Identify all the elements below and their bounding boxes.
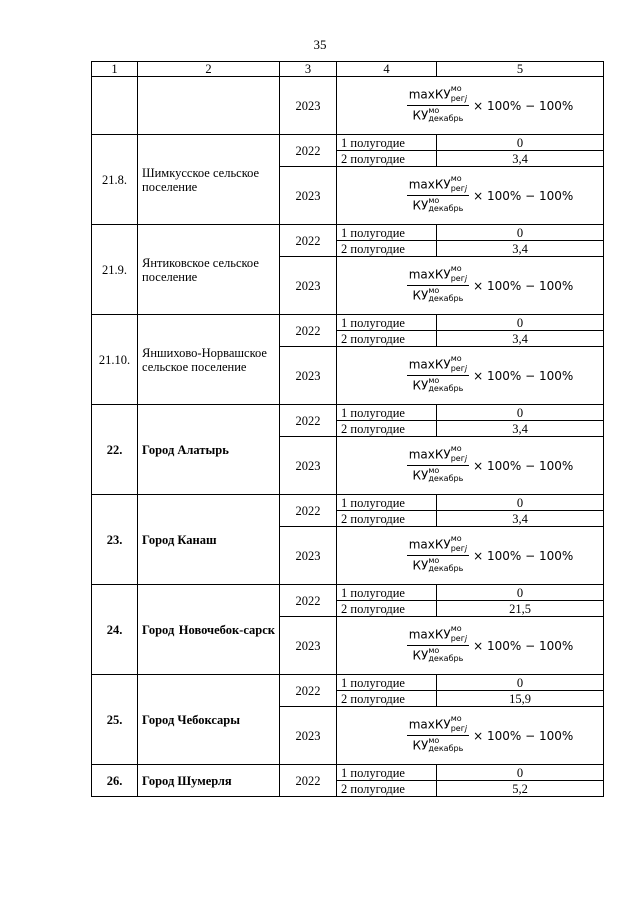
year-cell: 2023 [280, 527, 337, 585]
header-col-5: 5 [437, 62, 604, 77]
period-value: 3,4 [437, 241, 604, 257]
year-cell: 2022 [280, 495, 337, 527]
period-label: 1 полугодие [337, 135, 437, 151]
formula [377, 84, 603, 124]
formula-numerator: maxКУ мо регj [407, 87, 469, 106]
period-value: 0 [437, 765, 604, 781]
formula-index: j [464, 274, 468, 283]
header-col-4: 4 [337, 62, 437, 77]
formula-numerator: maxКУ мо регj [407, 177, 469, 196]
period-label: 2 полугодие [337, 331, 437, 347]
formula-denominator: КУ мо декабрь [412, 556, 464, 573]
row-name: Город Канаш [138, 495, 280, 585]
row-name: Шимкусское сельское поселение [138, 135, 280, 225]
formula-index: j [464, 634, 468, 643]
year-cell: 2022 [280, 315, 337, 347]
header-col-2: 2 [138, 62, 280, 77]
formula-tail: × 100% − 100% [473, 98, 574, 113]
formula-fraction [407, 174, 469, 214]
header-col-3: 3 [280, 62, 337, 77]
table-row [92, 135, 604, 151]
period-label: 1 полугодие [337, 675, 437, 691]
formula-tail: × 100% − 100% [473, 548, 574, 563]
formula-index: j [464, 94, 468, 103]
row-number: 21.9. [92, 225, 138, 315]
year-cell: 2023 [280, 437, 337, 495]
year-cell: 2023 [280, 167, 337, 225]
row-number: 23. [92, 495, 138, 585]
formula-denominator: КУ мо декабрь [412, 466, 464, 483]
period-label: 1 полугодие [337, 765, 437, 781]
year-cell: 2023 [280, 707, 337, 765]
formula [377, 444, 603, 484]
row-number: 24. [92, 585, 138, 675]
formula [377, 714, 603, 754]
period-value: 3,4 [437, 421, 604, 437]
row-name: Город Алатырь [138, 405, 280, 495]
period-label: 1 полугодие [337, 405, 437, 421]
year-cell: 2022 [280, 405, 337, 437]
formula-tail: × 100% − 100% [473, 638, 574, 653]
period-label: 2 полугодие [337, 421, 437, 437]
formula-fraction [407, 534, 469, 574]
period-label: 2 полугодие [337, 151, 437, 167]
table-row [92, 495, 604, 511]
formula-fraction [407, 264, 469, 304]
row-number [92, 77, 138, 135]
formula-fraction [407, 354, 469, 394]
data-table [91, 61, 604, 797]
formula [377, 624, 603, 664]
formula-cell [337, 617, 604, 675]
period-label: 1 полугодие [337, 495, 437, 511]
period-value: 15,9 [437, 691, 604, 707]
period-value: 3,4 [437, 151, 604, 167]
period-value: 0 [437, 225, 604, 241]
year-cell: 2022 [280, 225, 337, 257]
row-number: 21.10. [92, 315, 138, 405]
year-cell: 2023 [280, 347, 337, 405]
year-cell: 2022 [280, 675, 337, 707]
formula-tail: × 100% − 100% [473, 458, 574, 473]
formula [377, 534, 603, 574]
period-label: 2 полугодие [337, 511, 437, 527]
period-label: 2 полугодие [337, 601, 437, 617]
formula-index: j [464, 724, 468, 733]
period-value: 3,4 [437, 511, 604, 527]
year-cell: 2023 [280, 77, 337, 135]
period-label: 2 полугодие [337, 241, 437, 257]
formula-numerator: maxКУ мо регj [407, 267, 469, 286]
formula-fraction [407, 84, 469, 124]
formula-denominator: КУ мо декабрь [412, 736, 464, 753]
formula-fraction [407, 714, 469, 754]
formula [377, 174, 603, 214]
period-value: 0 [437, 405, 604, 421]
period-value: 0 [437, 135, 604, 151]
period-label: 1 полугодие [337, 225, 437, 241]
formula-index: j [464, 454, 468, 463]
continued-row [92, 77, 604, 135]
period-value: 0 [437, 585, 604, 601]
formula [377, 354, 603, 394]
formula-index: j [464, 184, 468, 193]
year-cell: 2023 [280, 617, 337, 675]
page-number: 35 [313, 37, 327, 52]
row-number: 21.8. [92, 135, 138, 225]
formula-numerator: maxКУ мо регj [407, 537, 469, 556]
row-name: Город Чебоксары [138, 675, 280, 765]
row-name: Город Шумерля [138, 765, 280, 797]
row-name [138, 77, 280, 135]
formula [377, 264, 603, 304]
period-value: 5,2 [437, 781, 604, 797]
row-number: 26. [92, 765, 138, 797]
formula-denominator: КУ мо декабрь [412, 646, 464, 663]
year-cell: 2022 [280, 135, 337, 167]
formula-cell [337, 77, 604, 135]
formula-tail: × 100% − 100% [473, 278, 574, 293]
period-label: 2 полугодие [337, 691, 437, 707]
period-value: 0 [437, 315, 604, 331]
formula-numerator: maxКУ мо регj [407, 717, 469, 736]
formula-cell [337, 167, 604, 225]
year-cell: 2022 [280, 765, 337, 797]
period-value: 0 [437, 495, 604, 511]
formula-denominator: КУ мо декабрь [412, 196, 464, 213]
period-label: 2 полугодие [337, 781, 437, 797]
formula-tail: × 100% − 100% [473, 188, 574, 203]
period-label: 1 полугодие [337, 315, 437, 331]
formula-tail: × 100% − 100% [473, 368, 574, 383]
row-name: Янтиковское сельское поселение [138, 225, 280, 315]
formula-cell [337, 347, 604, 405]
formula-denominator: КУ мо декабрь [412, 286, 464, 303]
row-number: 25. [92, 675, 138, 765]
period-label: 1 полугодие [337, 585, 437, 601]
formula-numerator: maxКУ мо регj [407, 627, 469, 646]
row-name: Яншихово-Норвашское сельское поселение [138, 315, 280, 405]
formula-tail: × 100% − 100% [473, 728, 574, 743]
table-row [92, 585, 604, 601]
formula-cell [337, 527, 604, 585]
formula-fraction [407, 624, 469, 664]
header-row [92, 62, 604, 77]
formula-numerator: maxКУ мо регj [407, 447, 469, 466]
table-row [92, 675, 604, 691]
formula-index: j [464, 544, 468, 553]
year-cell: 2022 [280, 585, 337, 617]
period-value: 21,5 [437, 601, 604, 617]
header-col-1: 1 [92, 62, 138, 77]
formula-denominator: КУ мо декабрь [412, 106, 464, 123]
formula-cell [337, 437, 604, 495]
row-number: 22. [92, 405, 138, 495]
formula-cell [337, 257, 604, 315]
period-value: 0 [437, 675, 604, 691]
formula-cell [337, 707, 604, 765]
row-name: Город Новочебок-сарск [138, 585, 280, 675]
formula-fraction [407, 444, 469, 484]
table-row [92, 765, 604, 781]
formula-index: j [464, 364, 468, 373]
formula-numerator: maxКУ мо регj [407, 357, 469, 376]
formula-denominator: КУ мо декабрь [412, 376, 464, 393]
period-value: 3,4 [437, 331, 604, 347]
table-row [92, 405, 604, 421]
table-row [92, 225, 604, 241]
table-row [92, 315, 604, 331]
year-cell: 2023 [280, 257, 337, 315]
